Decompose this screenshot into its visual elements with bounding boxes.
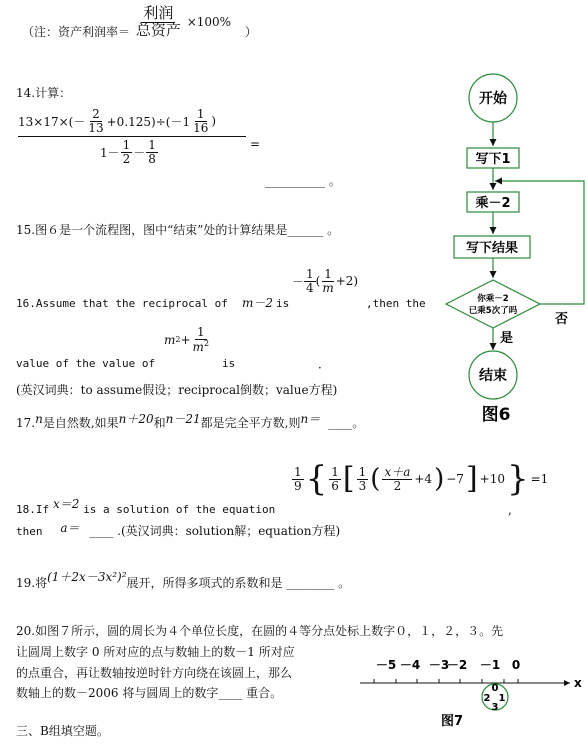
flow-write-result-label: 写下结果 [465,241,519,256]
note-close: ） [244,24,257,39]
note-times: ×100% [186,14,232,29]
q16-is2: is [222,357,236,370]
number-line-figure7 [352,652,588,732]
q14-num-a: 13×17×(－ [18,114,86,129]
tick-label-0: 0 [511,658,521,672]
q18-m7: −7 [446,472,464,486]
flow-yes-label: 是 [500,331,514,346]
q16-neg: － [292,274,305,289]
section-3-heading: 三、B组填空题。 [16,724,109,738]
q16-line1a: 16.Assume that the reciprocal of [16,297,228,310]
q18-d6: 6 [331,478,339,493]
q18-frac6 [329,466,341,492]
circle-digit-1: 1 [498,693,506,704]
tick-label-m4: －4 [399,658,421,672]
q16-sup: 2 [175,335,181,345]
q18-then: then [16,525,43,538]
q18-brace-close: } [506,459,529,499]
q18-frac9 [292,466,304,492]
q15-text: 15.图６是一个流程图，图中“结束”处的计算结果是______ 。 [16,223,340,237]
q16-fd: 4 [306,280,314,295]
q18-blank: ____ [89,524,114,538]
q14-denominator [100,139,246,165]
q19-b: 展开，所得多项式的系数和是 ________ 。 [126,576,351,590]
q14-f1n: 2 [92,107,100,121]
q16-dot: ． [318,357,331,371]
note-numerator: 利润 [143,4,174,22]
q17-d: 都是完全平方数,则 [200,416,301,430]
q18-brace-open: { [305,459,328,499]
q14-num-b: +0.125)÷(－1 [106,114,191,129]
q17-blank: ____。 [328,416,365,430]
flowchart-figure6 [438,70,588,430]
q14-frac2 [191,108,210,134]
q18-n3: 1 [358,464,367,479]
q19-expr: (1＋2x－3x²)² [47,570,127,584]
flow-mult-label: 乘－2 [475,196,511,211]
q16-dict: (英汉词典：to assume假设；reciprocal倒数；value方程) [16,383,338,397]
q18-n9: 1 [294,464,302,479]
q18-frac3 [357,466,369,492]
flow-no-label: 否 [555,312,569,327]
q18-bracket-open: [ [342,461,355,496]
q14-den-a: 1－ [100,145,120,160]
q16-is1: is [276,297,290,310]
flow-decision-label2: 已乘5次了吗 [468,306,518,316]
q19-line [16,570,351,591]
q16-frac-1m2 [191,326,211,353]
q14-blank: __________ 。 [265,174,341,188]
note-denominator: 总资产 [135,20,181,39]
q18-bracket-close: ] [465,461,478,496]
flow-decision-label1: 你乘－2 [477,294,509,304]
q14-f2d: 16 [193,120,209,135]
q17-e2: n－21 [165,412,201,426]
q16-expression2 [164,326,211,353]
q14-f3n: 1 [122,138,131,153]
q17-c: 和 [153,416,166,430]
q20-line1: 20.如图７所示，圆的周长为４个单位长度，在圆的４等分点处标上数字０，１，２，３。先 [16,624,504,638]
q16-hd-m: m [192,339,204,354]
flow-write1-label: 写下1 [475,152,511,167]
q16-gd: m [322,280,334,295]
q16-gn: 1 [324,267,332,281]
q16-line2a: value of the value of [16,357,156,370]
q18-line1 [16,497,276,517]
q16-frac-1m [320,268,335,294]
q14-frac4 [146,139,158,165]
q18-b: is a solution of the equation [83,503,276,516]
q16-hn: 1 [196,325,205,339]
q18-if: 18.If [16,503,50,516]
figure7-caption: 图7 [440,714,464,729]
q20-line4: 数轴上的数－2006 将与圆周上的数字____ 重合。 [16,686,283,700]
q18-p10: +10 [479,472,505,486]
q16-frac-quarter [304,268,316,294]
flow-start-label: 开始 [479,91,507,107]
q14-f3d: 2 [122,151,131,166]
q18-line2 [16,522,340,539]
q14-expression [18,108,246,165]
q17-b: 是自然数,如果 [42,416,119,430]
q14-den-b: － [133,145,146,160]
q18-cond: x＝2 [52,497,80,511]
q16-m: m [164,332,176,347]
tick-label-m5: －5 [375,658,397,672]
q18-dx: 2 [393,478,402,493]
q14-label: 14.计算： [16,86,72,100]
q16-paren-close: +2) [335,274,359,289]
q16-fn: 1 [306,267,314,281]
q18-eq1: =1 [530,472,549,486]
axis-x-label: x [574,676,582,690]
q16-expr1: m－2 [242,296,274,310]
q20-line2: 让圆周上数字 0 所对应的点与数轴上的数－1 所对应 [16,645,295,659]
flow-end-label: 结束 [479,368,507,384]
q18-nx: x＋a [384,464,411,479]
tick-label-m2: －2 [446,658,468,672]
note-fraction [134,6,183,39]
q18-fracx [382,466,412,492]
q16-paren-open: ( [315,274,321,289]
tick-label-m3: －3 [428,658,450,672]
q18-n6: 1 [331,464,339,479]
q14-f2n: 1 [196,107,205,121]
flow-decision-node [446,280,540,328]
q14-frac3 [121,139,133,165]
q14-equals: = [250,137,261,151]
q16-plus: + [180,332,191,347]
q18-p4: +4 [414,472,433,486]
circle-digit-0: 0 [491,683,499,694]
circle-digit-2: 2 [483,693,491,704]
q20-line3: 的点重合，再让数轴按逆时针方向绕在该圆上，那么 [16,666,293,680]
q18-d3: 3 [358,478,367,493]
q14-f4n: 1 [148,138,156,153]
tick-label-m1: －1 [479,658,501,672]
q14-main-bar [18,136,246,137]
q16-hd-sup: 2 [203,338,210,348]
q16-then: ,then the [366,297,426,310]
q17-e3: n＝ [300,412,321,426]
q14-numerator [18,108,246,134]
q17-n: n [35,412,43,426]
q17-e1: n＋20 [118,412,154,426]
profit-note [22,6,257,39]
circle-digit-3: 3 [491,702,499,713]
note-open: （注：资产利润率＝ [22,24,131,39]
q18-paren-open: ( [370,464,381,494]
q14-f1d: 13 [88,120,104,135]
q16-hd [191,340,211,354]
q18-d9: 9 [294,478,302,493]
q14-num-c: ) [211,114,217,129]
q18-equation [292,459,549,499]
q14-frac1 [86,108,105,134]
figure6-caption: 图6 [481,405,511,425]
q17-line [16,414,364,431]
q16-expression [292,268,358,294]
q18-comma: , [508,503,512,517]
q14-f4d: 8 [148,151,156,166]
q18-dict: .(英汉词典：solution解；equation方程) [117,524,341,538]
q18-a-eq: a＝ [60,521,80,535]
q17-num: 17. [16,416,36,430]
q18-paren-close: ) [434,464,445,494]
q19-a: 19.将 [16,576,48,590]
